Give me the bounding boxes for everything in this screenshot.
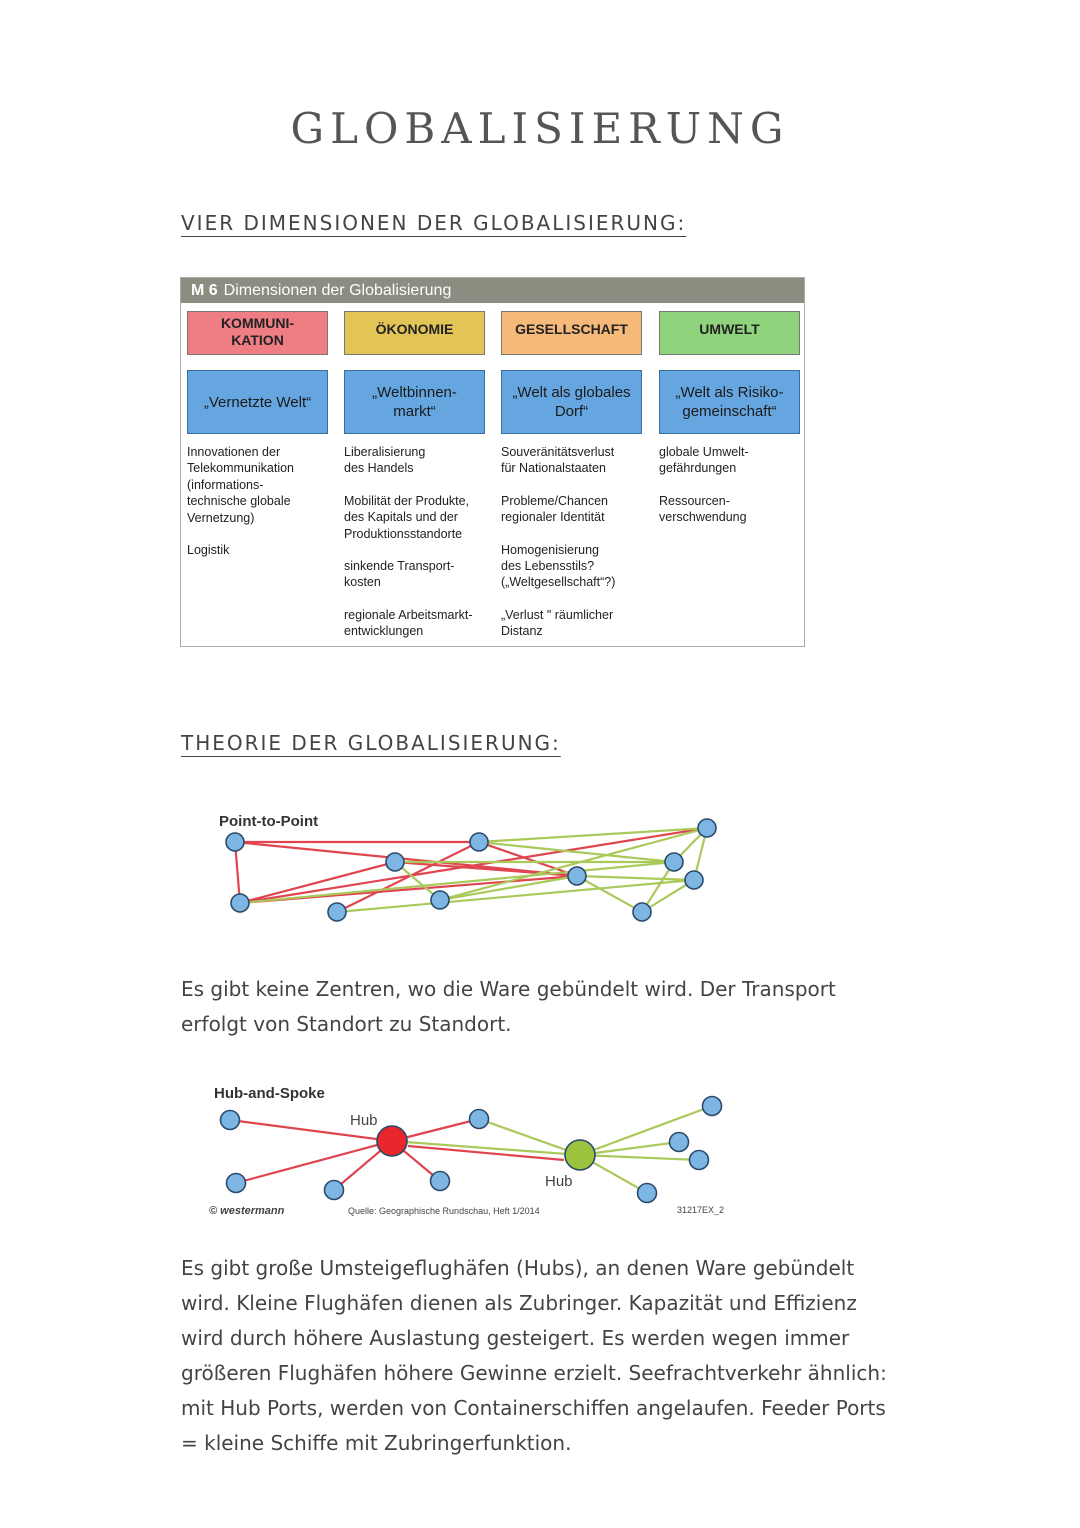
feeder-airport-node [431, 1172, 450, 1191]
list-item: Innovationen der Telekommunikation (informations- technische globale Vernetzung) [187, 445, 294, 525]
airport-node [328, 903, 346, 921]
category-umwelt [659, 311, 800, 355]
p2p-nodes [226, 819, 716, 921]
list-item: globale Umwelt- gefährdungen [659, 445, 749, 476]
airport-node [386, 853, 404, 871]
items-oekonomie [344, 444, 500, 656]
feeder-airport-node [638, 1184, 657, 1203]
airport-node [685, 871, 703, 889]
category-line: UMWELT [699, 321, 760, 337]
category-line: KATION [231, 332, 284, 348]
list-item: sinkende Transport- kosten [344, 559, 455, 590]
items-umwelt [659, 444, 815, 542]
hub-node-red [377, 1126, 407, 1156]
category-line: GESELLSCHAFT [515, 321, 628, 337]
point-to-point-text: Es gibt keine Zentren, wo die Ware gebündelt wird. Der Transport erfolgt von Standort zu Standort. [181, 977, 836, 1036]
airport-node [665, 853, 683, 871]
items-kommunikation [187, 444, 343, 574]
m6-title: Dimensionen der Globalisierung [223, 282, 452, 299]
motto-globales-dorf: „Welt als globales Dorf“ [501, 370, 642, 434]
figure-code: 31217EX_2 [677, 1205, 725, 1215]
hub-and-spoke-text: Es gibt große Umsteigeflughäfen (Hubs), an denen Ware gebündelt wird. Kleine Flughäfen dienen als Zubringer. Kapazität und Effizienz wird durch höhere Auslastung gesteigert. Es werden wegen immer größeren Flughäfen höhere Gewinne erzielt. Seefrachtverkehr ähnlich: mit Hub Ports, werden von Containerschiffen angelaufen. Feeder Ports = kleine Schiffe mit Zubringerfunktion. [181, 1256, 887, 1455]
m6-label: M 6 [191, 282, 218, 299]
category-gesellschaft [501, 311, 642, 355]
airport-node [431, 891, 449, 909]
point-to-point-label: Point-to-Point [219, 813, 319, 830]
section-heading-theorie: THEORIE DER GLOBALISIERUNG: [181, 731, 561, 755]
source-note: Quelle: Geographische Rundschau, Heft 1/2014 [348, 1206, 540, 1216]
section-heading-dimensions: VIER DIMENSIONEN DER GLOBALISIERUNG: [181, 211, 687, 235]
feeder-airport-node [227, 1174, 246, 1193]
motto-weltbinnenmarkt: „Weltbinnen- markt“ [344, 370, 485, 434]
category-line: ÖKONOMIE [375, 321, 454, 337]
category-oekonomie [344, 311, 485, 355]
airport-node [470, 833, 488, 851]
feeder-airport-node [703, 1097, 722, 1116]
green-link [577, 876, 694, 880]
list-item: Logistik [187, 543, 230, 558]
feeder-airport-node [325, 1181, 344, 1200]
feeder-airport-node [470, 1110, 489, 1129]
spoke-link-green [580, 1106, 712, 1155]
m6-dimensions-table [180, 277, 805, 647]
hub-label-green: Hub [545, 1173, 573, 1190]
m6-table-header [181, 278, 804, 303]
hs-nodes [221, 1097, 722, 1203]
point-to-point-diagram [0, 800, 1080, 930]
list-item: Probleme/Chancen regionaler Identität [501, 493, 609, 525]
page-title: GLOBALISIERUNG [290, 104, 790, 153]
feeder-airport-node [670, 1133, 689, 1152]
motto-vernetzte-welt: „Vernetzte Welt“ [187, 370, 328, 434]
list-item: Liberalisierung des Handels [344, 445, 426, 476]
list-item: „Verlust " räumlicher Distanz [501, 607, 614, 639]
items-gesellschaft [501, 444, 657, 656]
hub-and-spoke-label: Hub-and-Spoke [214, 1085, 325, 1102]
airport-node [568, 867, 586, 885]
feeder-airport-node [221, 1111, 240, 1130]
category-line: KOMMUNI- [220, 315, 295, 331]
airport-node [698, 819, 716, 837]
green-link [577, 876, 642, 912]
list-item: Mobilität der Produkte, des Kapitals und der Produktionsstandorte [344, 493, 470, 541]
category-kommunikation [187, 311, 328, 355]
green-link [479, 828, 707, 842]
hub-node-green [565, 1140, 595, 1170]
hub-and-spoke-diagram [0, 1075, 1080, 1225]
list-item: Homogenisierung des Lebensstils? („Weltgesellschaft“?) [501, 542, 616, 590]
spoke-link-green [580, 1155, 699, 1160]
motto-risikogemeinschaft: „Welt als Risiko- gemeinschaft“ [659, 370, 800, 434]
list-item: Ressourcen- verschwendung [659, 493, 747, 525]
airport-node [226, 833, 244, 851]
list-item: Souveränitätsverlust für Nationalstaaten [501, 445, 615, 476]
hub-label-red: Hub [350, 1112, 378, 1129]
airport-node [231, 894, 249, 912]
feeder-airport-node [690, 1151, 709, 1170]
airport-node [633, 903, 651, 921]
list-item: regionale Arbeitsmarkt- entwicklungen [344, 607, 473, 639]
westermann-credit: © westermann [209, 1205, 285, 1217]
